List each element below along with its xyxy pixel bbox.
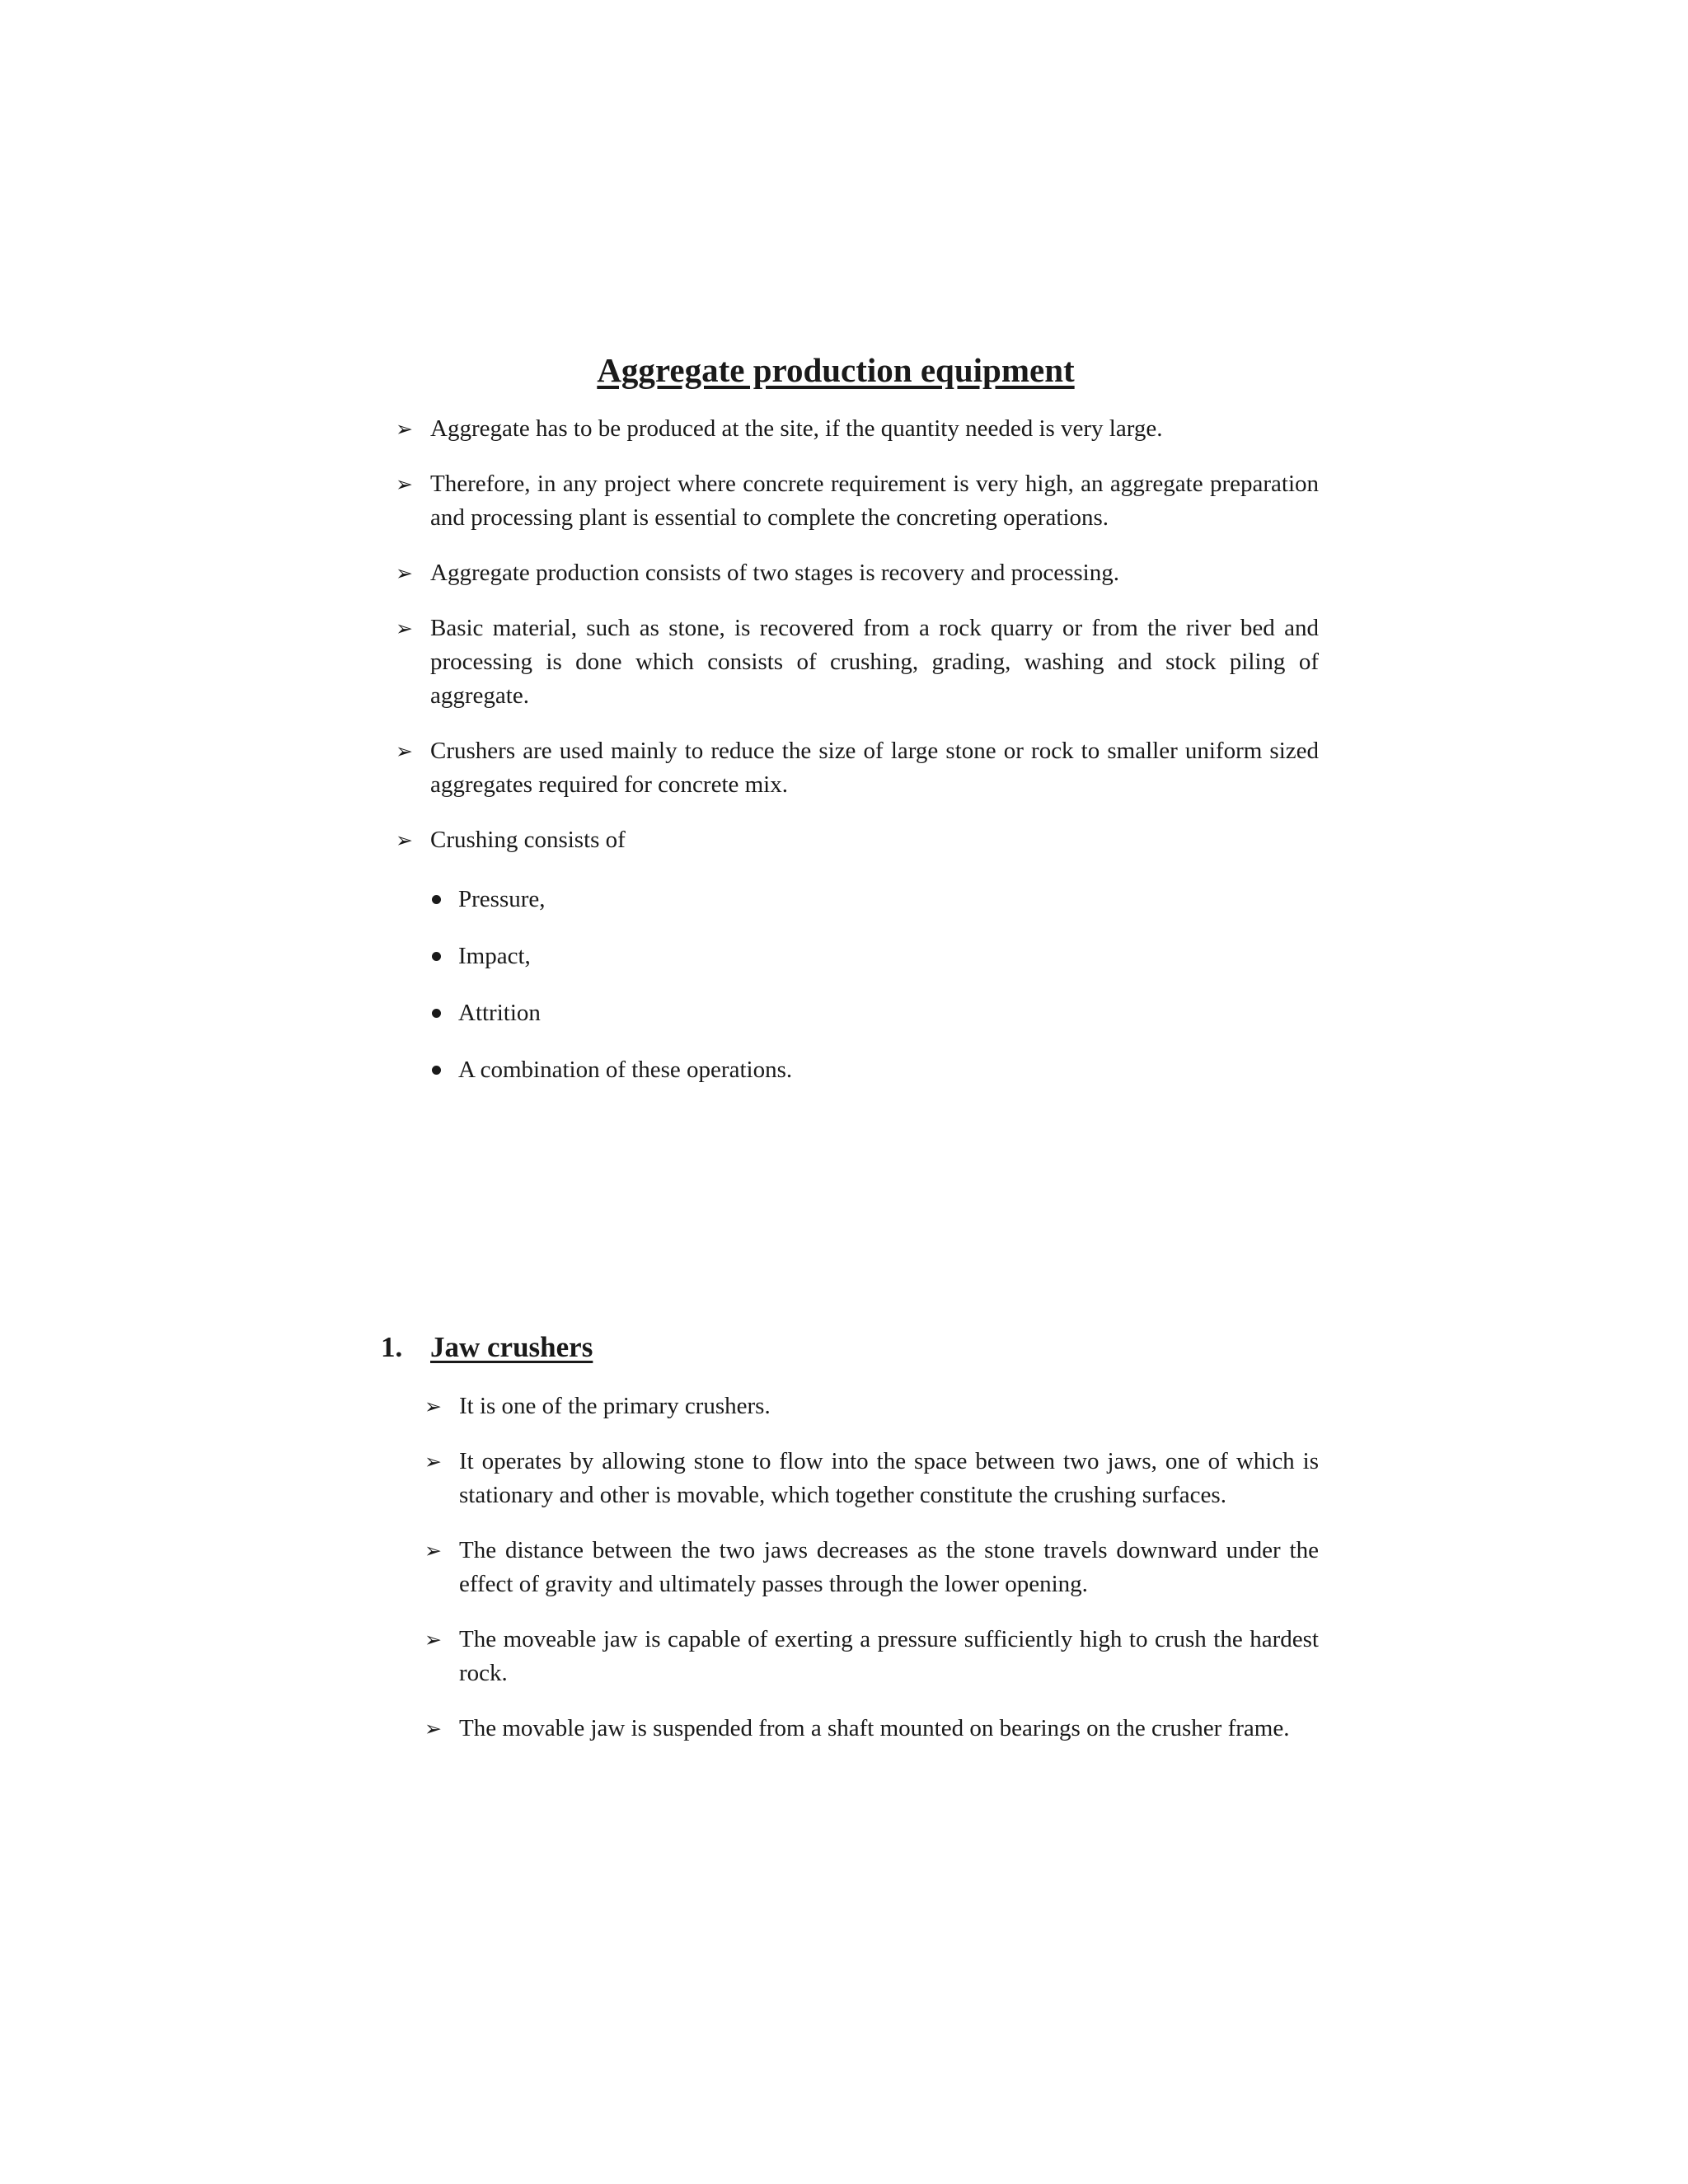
arrow-bullet-icon: ➢ [396, 561, 413, 585]
bullet-dot-icon [432, 895, 441, 904]
list-item-text: Crushers are used mainly to reduce the size of large stone or rock to smaller uniform sized aggregates required for concrete mix. [430, 738, 1319, 798]
arrow-bullet-icon: ➢ [396, 472, 413, 496]
arrow-bullet-icon: ➢ [424, 1450, 442, 1474]
list-item-text: Therefore, in any project where concrete requirement is very high, an aggregate preparation and processing plant is essential to complete the concreting operations. [430, 471, 1319, 531]
bullet-dot-icon [432, 1009, 441, 1018]
list-item-text: It is one of the primary crushers. [459, 1393, 771, 1419]
arrow-bullet-icon: ➢ [396, 616, 413, 640]
list-item-text: Pressure, [458, 886, 546, 912]
arrow-bullet-icon: ➢ [424, 1394, 442, 1418]
list-item [396, 823, 1319, 857]
list-item-text: Basic material, such as stone, is recovered from a rock quarry or from the river bed and processing is done which consists of crushing, grading, washing and stock piling of aggregate. [430, 615, 1319, 709]
list-item-text: The movable jaw is suspended from a shaft mounted on bearings on the crusher frame. [459, 1715, 1290, 1741]
list-item [396, 467, 1319, 535]
arrow-bullet-icon: ➢ [396, 417, 413, 441]
arrow-bullet-icon: ➢ [424, 1717, 442, 1741]
list-item-text: Impact, [458, 943, 531, 969]
page-title: Aggregate production equipment [597, 351, 1075, 389]
list-item-text: Crushing consists of [430, 827, 626, 853]
arrow-bullet-icon: ➢ [396, 828, 413, 852]
list-item [396, 412, 1319, 446]
list-item [429, 996, 792, 1030]
bullet-dot-icon [432, 952, 441, 961]
section-title: Jaw crushers [430, 1331, 593, 1363]
list-item [424, 1623, 1319, 1690]
arrow-bullet-icon: ➢ [424, 1539, 442, 1563]
list-item-text: The distance between the two jaws decreases as the stone travels downward under the effect of gravity and ultimately passes through the lower opening. [459, 1537, 1319, 1597]
list-item-text: Aggregate has to be produced at the site, if the quantity needed is very large. [430, 415, 1163, 442]
list-item [429, 1053, 792, 1087]
list-item [396, 734, 1319, 802]
list-item-text: Attrition [458, 1000, 541, 1026]
bullet-dot-icon [432, 1066, 441, 1075]
crushing-methods-list [429, 883, 792, 1087]
list-item [429, 883, 792, 916]
intro-bullet-list [396, 412, 1319, 857]
arrow-bullet-icon: ➢ [424, 1628, 442, 1652]
list-item-text: It operates by allowing stone to flow into the space between two jaws, one of which is stationary and other is movable, which together constitute the crushing surfaces. [459, 1448, 1319, 1508]
jaw-crusher-bullet-list [424, 1390, 1319, 1746]
list-item [424, 1445, 1319, 1512]
arrow-bullet-icon: ➢ [396, 739, 413, 763]
section-heading [381, 1331, 593, 1364]
list-item-text: The moveable jaw is capable of exerting a pressure sufficiently high to crush the hardest rock. [459, 1626, 1319, 1686]
list-item [424, 1534, 1319, 1601]
section-number: 1. [381, 1331, 403, 1363]
list-item-text: A combination of these operations. [458, 1057, 793, 1083]
list-item [396, 556, 1319, 590]
list-item [396, 612, 1319, 713]
list-item [424, 1712, 1319, 1746]
list-item [429, 940, 792, 973]
list-item [424, 1390, 1319, 1423]
list-item-text: Aggregate production consists of two stages is recovery and processing. [430, 560, 1119, 586]
